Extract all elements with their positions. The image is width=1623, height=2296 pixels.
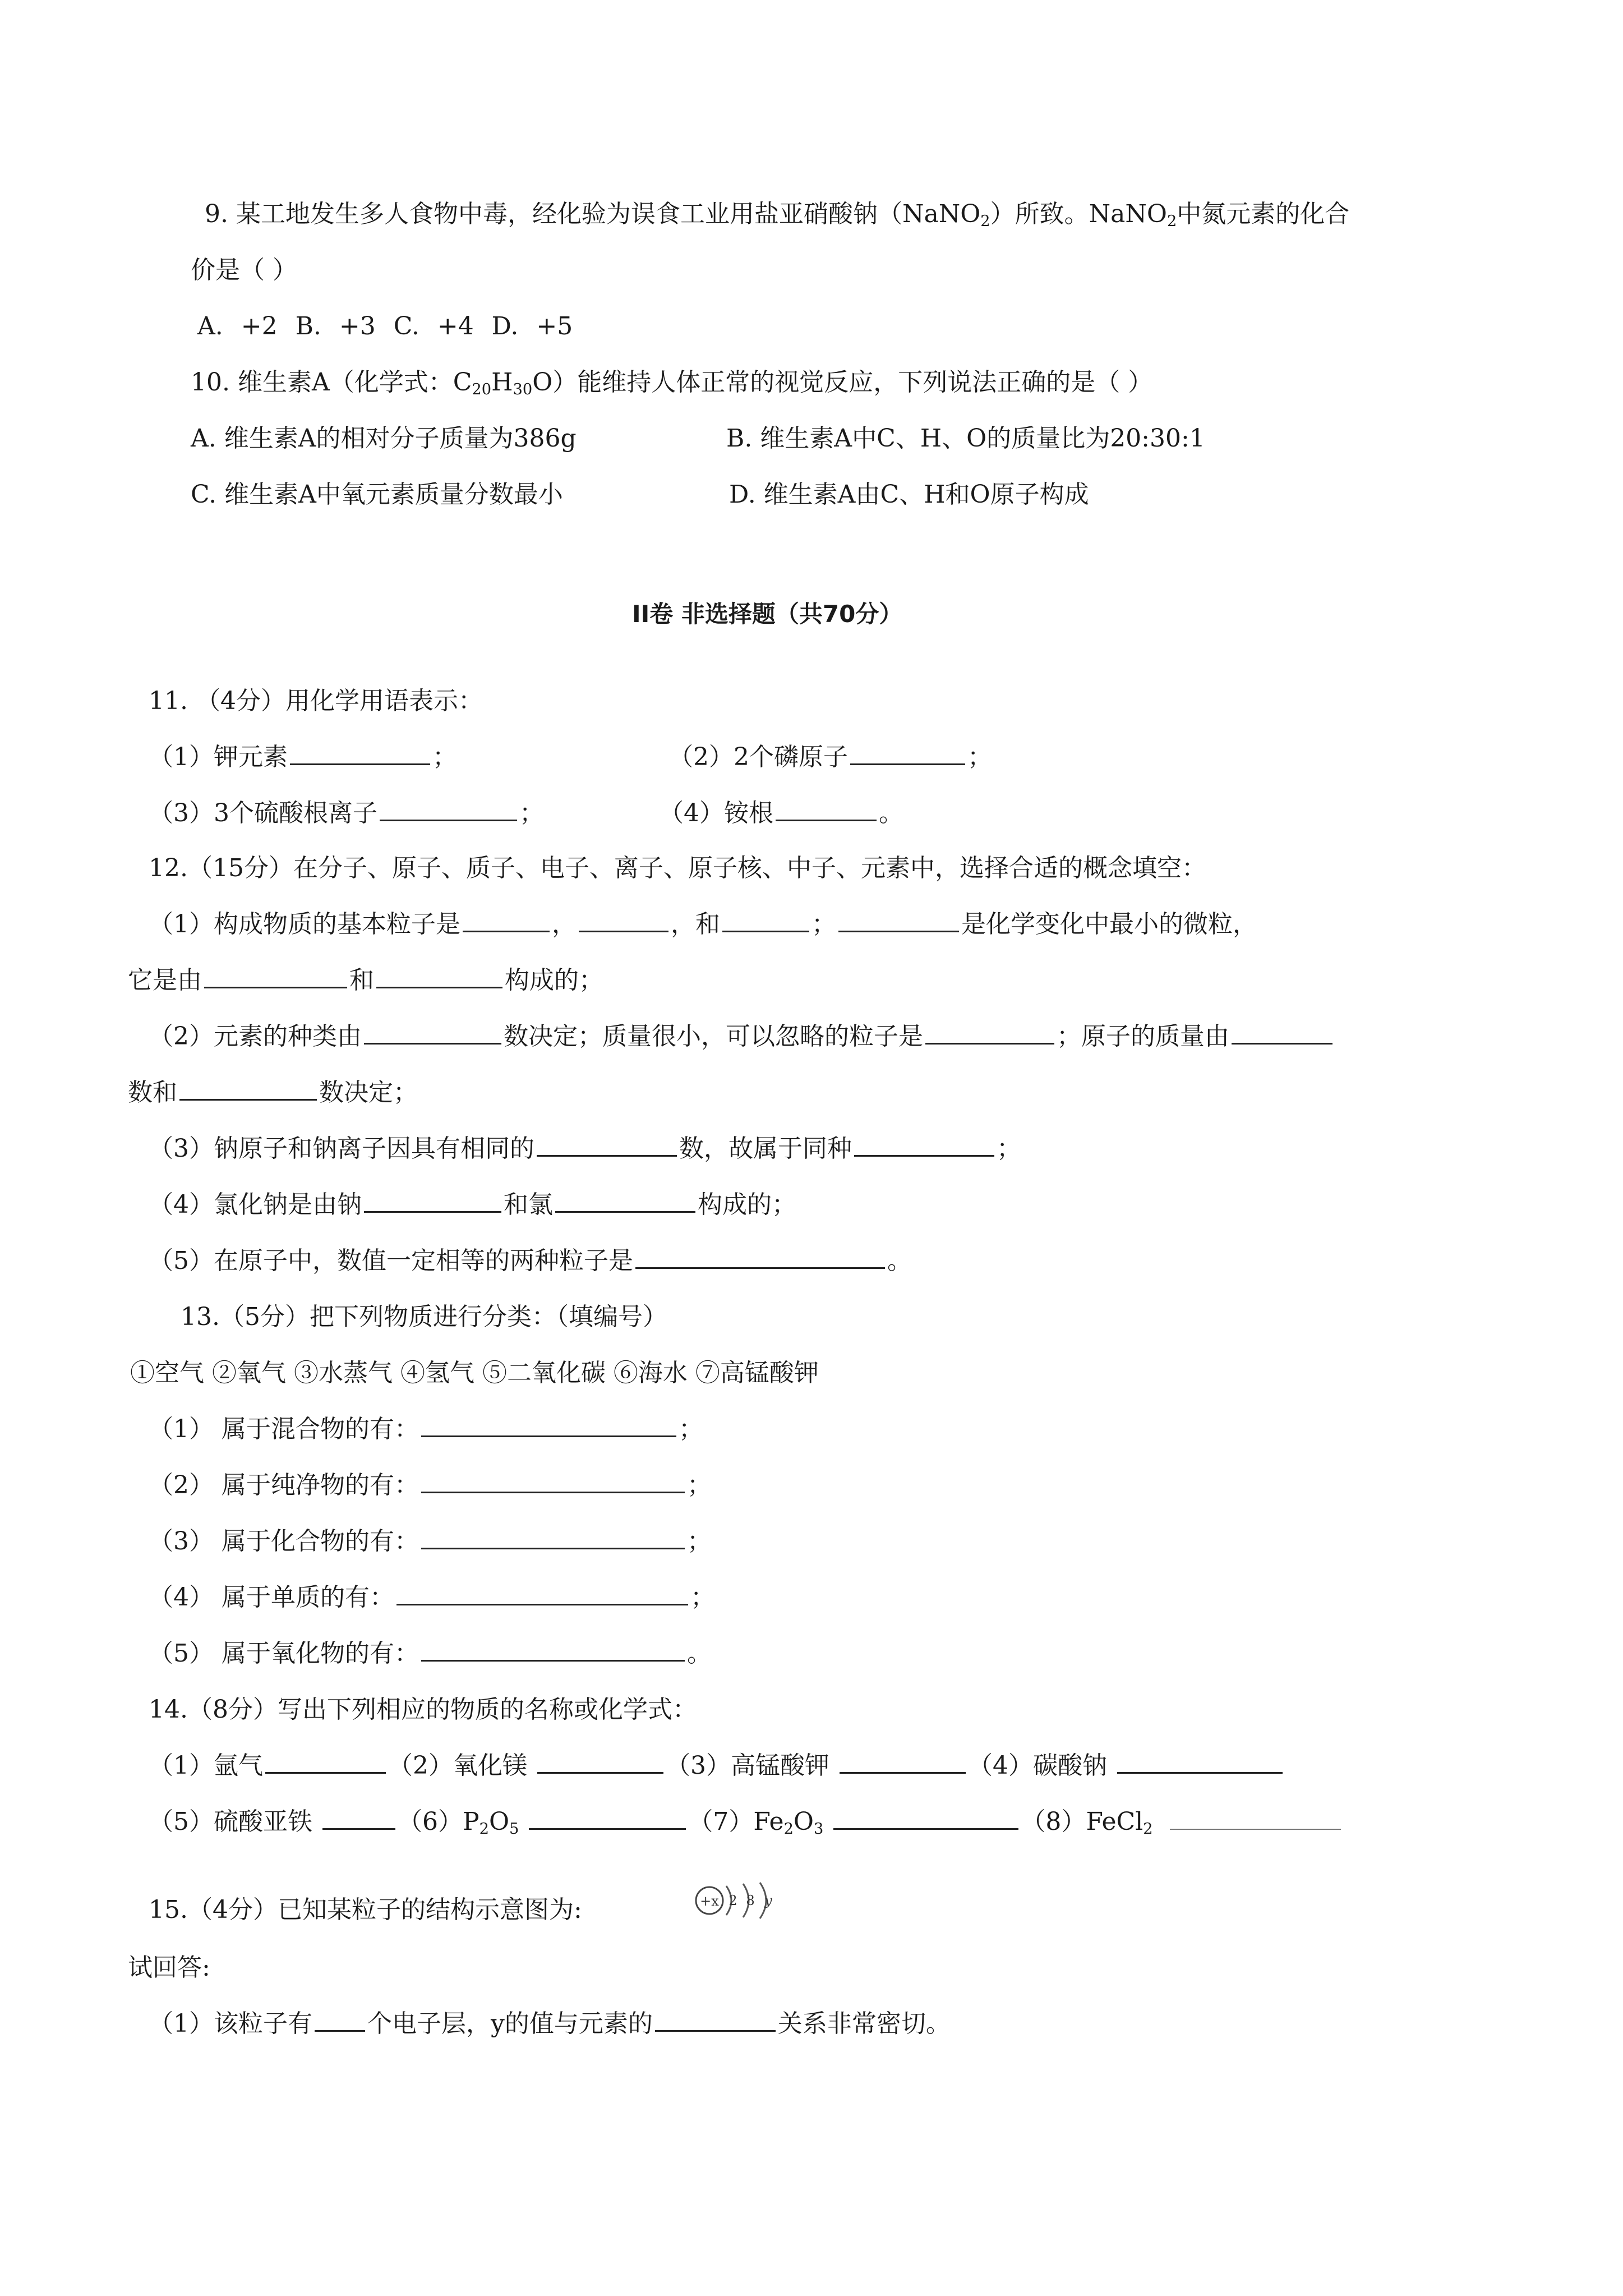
- answer-blank[interactable]: [376, 964, 502, 988]
- answer-blank[interactable]: [579, 908, 668, 932]
- q11-part4: （4）铵根 。: [659, 797, 903, 830]
- q13-row3: （3） 属于化合物的有： ；: [149, 1525, 712, 1558]
- q12-line2: 它是由 和 构成的；: [128, 964, 603, 997]
- q9-options: A. +2 B. +3 C. +4 D. +5: [197, 312, 573, 341]
- shell-3-electrons: y: [764, 1893, 772, 1908]
- answer-blank[interactable]: [776, 797, 877, 821]
- q12-line6: （4）氯化钠是由钠 和氯 构成的；: [149, 1188, 796, 1222]
- answer-blank[interactable]: [537, 1133, 677, 1157]
- q15-ask: 试回答:: [128, 1953, 210, 1982]
- answer-blank[interactable]: [854, 1133, 994, 1157]
- q12-line3: （2）元素的种类由 数决定；质量很小，可以忽略的粒子是 ；原子的质量由: [149, 1020, 1335, 1053]
- atom-structure-diagram: [687, 1878, 788, 1923]
- section-title: II卷 非选择题（共70分）: [632, 600, 903, 628]
- answer-blank[interactable]: [380, 797, 517, 821]
- q13-items: ①空气 ②氧气 ③水蒸气 ④氢气 ⑤二氧化碳 ⑥海水 ⑦高锰酸钾: [130, 1359, 819, 1387]
- answer-blank[interactable]: [179, 1076, 317, 1101]
- answer-blank[interactable]: [463, 908, 550, 932]
- q12-line1: （1）构成物质的基本粒子是 ， ，和 ； 是化学变化中最小的微粒，: [149, 908, 1257, 941]
- q13-row5: （5） 属于氧化物的有： 。: [149, 1637, 712, 1671]
- answer-blank[interactable]: [925, 1020, 1054, 1045]
- q15-stem: 15.（4分）已知某粒子的结构示意图为:: [149, 1895, 582, 1924]
- q12-line5: （3）钠原子和钠离子因具有相同的 数，故属于同种 ；: [149, 1132, 1021, 1166]
- q12-line7: （5）在原子中，数值一定相等的两种粒子是 。: [149, 1244, 912, 1278]
- answer-blank[interactable]: [364, 1020, 501, 1045]
- q13-row2: （2） 属于纯净物的有： ；: [149, 1469, 712, 1502]
- answer-blank[interactable]: [850, 741, 965, 765]
- q13-stem: 13.（5分）把下列物质进行分类：（填编号）: [181, 1303, 667, 1331]
- shell-2-electrons: 8: [746, 1893, 755, 1908]
- q14-row2: （5）硫酸亚铁 $(6)P_2O_5$ $(7)Fe_2O_3$ （8）FeCl$_2$: [149, 1805, 1343, 1839]
- q13-row1: （1） 属于混合物的有： ；: [149, 1412, 703, 1446]
- answer-blank[interactable]: [722, 908, 809, 932]
- q10-option-b: B. 维生素A中C、H、O的质量比为20:30:1: [726, 424, 1205, 453]
- q12-line4: 数和 数决定；: [128, 1076, 418, 1110]
- answer-blank[interactable]: [364, 1189, 501, 1213]
- q15-line1: （1）该粒子有 个电子层，y的值与元素的 关系非常密切。: [149, 2007, 951, 2041]
- q11-part2: （2）2个磷原子 ；: [668, 740, 992, 774]
- nucleus-charge: +x: [700, 1893, 719, 1909]
- q14-row1: （1）氩气 （2）氧化镁 （3）高锰酸钾 （4）碳酸钠: [149, 1749, 1285, 1783]
- q11-part3: （3）3个硫酸根离子 ；: [149, 797, 544, 830]
- answer-blank[interactable]: [1117, 1750, 1283, 1774]
- answer-blank[interactable]: [838, 908, 959, 932]
- q14-stem: 14.（8分）写出下列相应的物质的名称或化学式：: [149, 1695, 697, 1724]
- q9-line1: 9. 某工地发生多人食物中毒，经化验为误食工业用盐亚硝酸钠（NaNO$_2$）所致。NaNO$_2$中氮元素的化合: [205, 200, 1350, 230]
- answer-blank[interactable]: [840, 1750, 966, 1774]
- answer-blank[interactable]: [322, 1806, 395, 1830]
- answer-blank[interactable]: [421, 1413, 676, 1437]
- answer-blank[interactable]: [396, 1581, 688, 1605]
- answer-blank[interactable]: [421, 1637, 685, 1662]
- answer-blank[interactable]: [833, 1806, 1018, 1830]
- answer-blank[interactable]: [655, 2008, 776, 2032]
- answer-blank[interactable]: [529, 1806, 686, 1830]
- q10-stem: 10. 维生素A（化学式：$C_{20}H_{30}O$）能维持人体正常的视觉反应，下列说法正确的是（ ）: [191, 368, 1153, 398]
- q10-option-d: D. 维生素A由C、H和O原子构成: [729, 480, 1089, 509]
- answer-blank[interactable]: [635, 1245, 885, 1269]
- q11-stem: 11. （4分）用化学用语表示：: [149, 687, 483, 715]
- q10-option-a: A. 维生素A的相对分子质量为386g: [191, 424, 577, 453]
- answer-blank[interactable]: [204, 964, 347, 988]
- answer-blank[interactable]: [421, 1525, 685, 1549]
- q11-part1: （1）钾元素 ；: [149, 740, 457, 774]
- shell-1-electrons: 2: [728, 1893, 737, 1908]
- q9-line2: 价是（ ）: [191, 256, 297, 284]
- answer-blank[interactable]: [1170, 1806, 1341, 1830]
- q10-option-c: C. 维生素A中氧元素质量分数最小: [191, 480, 563, 509]
- answer-blank[interactable]: [265, 1750, 386, 1774]
- q12-stem: 12.（15分）在分子、原子、质子、电子、离子、原子核、中子、元素中，选择合适的概念填空：: [149, 854, 1206, 882]
- answer-blank[interactable]: [537, 1750, 663, 1774]
- answer-blank[interactable]: [290, 741, 430, 765]
- answer-blank[interactable]: [421, 1469, 685, 1493]
- q13-row4: （4） 属于单质的有： ；: [149, 1581, 715, 1614]
- answer-blank[interactable]: [315, 2008, 365, 2032]
- answer-blank[interactable]: [1232, 1020, 1332, 1045]
- answer-blank[interactable]: [555, 1189, 695, 1213]
